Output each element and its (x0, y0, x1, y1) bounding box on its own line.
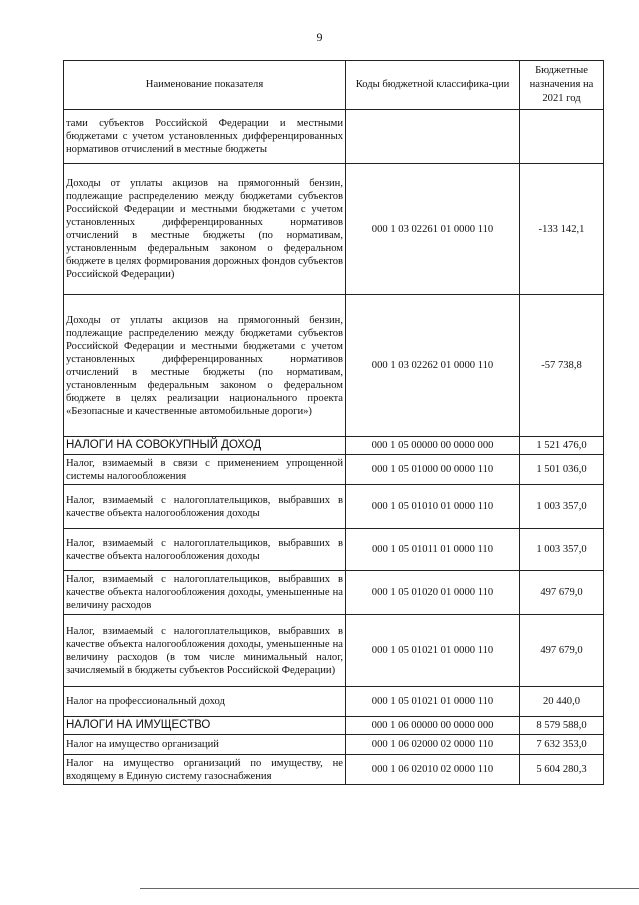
section-row (64, 437, 604, 455)
table-row (64, 529, 604, 571)
row-code-cell: 000 1 05 01000 00 0000 110 (346, 455, 520, 485)
row-amount-cell: 20 440,0 (520, 687, 604, 717)
budget-table (63, 60, 604, 785)
table-body (64, 110, 604, 785)
section-row (64, 717, 604, 735)
row-amount-cell: 497 679,0 (520, 615, 604, 687)
row-code-cell: 000 1 06 00000 00 0000 000 (346, 717, 520, 735)
table-row (64, 571, 604, 615)
row-name-cell: Налог, взимаемый с налогоплательщиков, выбравших в качестве объекта налогообложения доходы (64, 529, 346, 571)
row-amount-cell: -57 738,8 (520, 295, 604, 437)
table-row (64, 110, 604, 164)
row-code-cell (346, 110, 520, 164)
table-row (64, 735, 604, 755)
row-amount-cell (520, 110, 604, 164)
row-code-cell: 000 1 03 02261 01 0000 110 (346, 164, 520, 295)
row-code-cell: 000 1 06 02000 02 0000 110 (346, 735, 520, 755)
row-amount-cell: 7 632 353,0 (520, 735, 604, 755)
row-name-cell: Налог, взимаемый в связи с применением упрощенной системы налогообложения (64, 455, 346, 485)
header-amount: Бюджетные назначения на 2021 год (520, 61, 604, 110)
row-code-cell: 000 1 05 01020 01 0000 110 (346, 571, 520, 615)
row-code-cell: 000 1 05 01010 01 0000 110 (346, 485, 520, 529)
table-row (64, 455, 604, 485)
row-name-cell: тами субъектов Российской Федерации и местными бюджетами с учетом установленных дифференцированных нормативов отчислений в местные бюджеты (64, 110, 346, 164)
row-name-cell: Доходы от уплаты акцизов на прямогонный бензин, подлежащие распределению между бюджетами субъектов Российской Федерации и местными бюджетами с учетом установленных дифференцированных нормативов отчислений в местные бюджеты (по нормативам, установленным федеральным законом о федеральном бюджете в целях реализации национального проекта «Безопасные и качественные автомобильные дороги») (64, 295, 346, 437)
page-number: 9 (316, 30, 323, 44)
row-name-cell: Налог, взимаемый с налогоплательщиков, выбравших в качестве объекта налогообложения доходы, уменьшенные на величину расходов (в том числе минимальный налог, зачисляемый в бюджеты субъектов Российской Федерации) (64, 615, 346, 687)
row-name-cell: Налог, взимаемый с налогоплательщиков, выбравших в качестве объекта налогообложения доходы (64, 485, 346, 529)
row-code-cell: 000 1 06 02010 02 0000 110 (346, 755, 520, 785)
page-bottom-rule (140, 888, 639, 889)
row-code-cell: 000 1 05 00000 00 0000 000 (346, 437, 520, 455)
row-name-cell: Налог на имущество организаций по имуществу, не входящему в Единую систему газоснабжения (64, 755, 346, 785)
row-name-cell: Налог, взимаемый с налогоплательщиков, выбравших в качестве объекта налогообложения доходы, уменьшенные на величину расходов (64, 571, 346, 615)
row-name-cell: НАЛОГИ НА ИМУЩЕСТВО (64, 717, 346, 735)
row-amount-cell: 8 579 588,0 (520, 717, 604, 735)
row-name-cell: Налог на профессиональный доход (64, 687, 346, 717)
header-name: Наименование показателя (64, 61, 346, 110)
row-amount-cell: 1 521 476,0 (520, 437, 604, 455)
table-row (64, 485, 604, 529)
row-name-cell: НАЛОГИ НА СОВОКУПНЫЙ ДОХОД (64, 437, 346, 455)
row-code-cell: 000 1 05 01011 01 0000 110 (346, 529, 520, 571)
table-row (64, 164, 604, 295)
row-code-cell: 000 1 05 01021 01 0000 110 (346, 615, 520, 687)
row-name-cell: Доходы от уплаты акцизов на прямогонный бензин, подлежащие распределению между бюджетами субъектов Российской Федерации и местными бюджетами с учетом установленных дифференцированных нормативов отчислений в местные бюджеты (по нормативам, установленным федеральным законом о федеральном бюджете в целях формирования дорожных фондов субъектов Российской Федерации) (64, 164, 346, 295)
row-name-cell: Налог на имущество организаций (64, 735, 346, 755)
row-amount-cell: 497 679,0 (520, 571, 604, 615)
row-amount-cell: 5 604 280,3 (520, 755, 604, 785)
table-row (64, 687, 604, 717)
row-code-cell: 000 1 05 01021 01 0000 110 (346, 687, 520, 717)
table-row (64, 755, 604, 785)
row-amount-cell: 1 501 036,0 (520, 455, 604, 485)
row-amount-cell: -133 142,1 (520, 164, 604, 295)
table-header-row (64, 61, 604, 110)
table-row (64, 615, 604, 687)
table-row (64, 295, 604, 437)
row-code-cell: 000 1 03 02262 01 0000 110 (346, 295, 520, 437)
header-code: Коды бюджетной классифика-ции (346, 61, 520, 110)
row-amount-cell: 1 003 357,0 (520, 485, 604, 529)
row-amount-cell: 1 003 357,0 (520, 529, 604, 571)
